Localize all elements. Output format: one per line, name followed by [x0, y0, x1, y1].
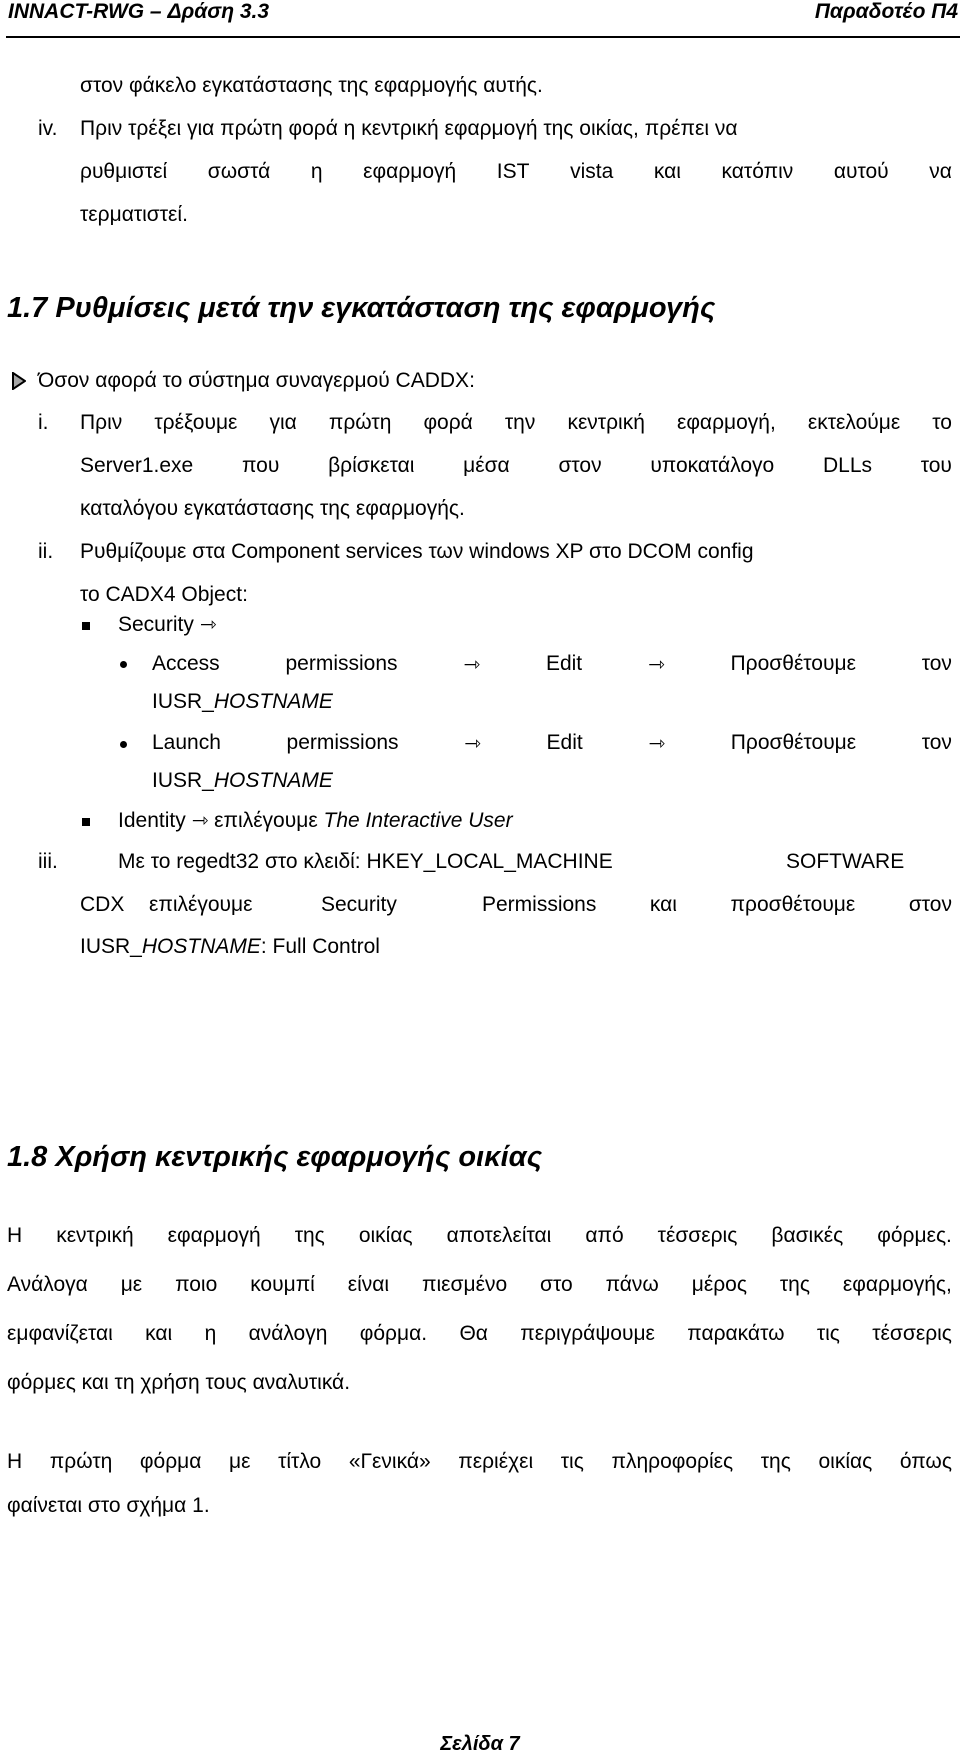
- access-iusr: [152, 690, 333, 714]
- word: ανάλογη: [248, 1322, 328, 1345]
- word: και: [649, 893, 677, 916]
- arrow-right-icon: ⇾: [463, 652, 481, 676]
- word: της: [294, 1224, 325, 1247]
- word: τίτλο: [278, 1450, 322, 1473]
- word: πληροφορίες: [611, 1450, 734, 1473]
- word: το: [932, 411, 952, 434]
- word: αυτού: [833, 160, 889, 183]
- word: προσθέτουμε: [730, 893, 856, 916]
- item-iv-marker: iv.: [38, 117, 58, 140]
- word: πρώτη: [49, 1450, 113, 1473]
- word: η: [310, 160, 323, 183]
- item-iii-line3: [80, 935, 380, 959]
- section-heading-1-7: 1.7 Ρυθμίσεις μετά την εγκατάσταση της εφαρμογής: [7, 292, 716, 324]
- launch-iusr: [152, 769, 333, 793]
- word: και: [653, 160, 681, 183]
- word: τις: [560, 1450, 584, 1473]
- square-bullet-icon: [82, 818, 90, 826]
- word: να: [929, 160, 952, 183]
- word: από: [585, 1224, 624, 1247]
- word: της: [760, 1450, 791, 1473]
- para1-line4: φόρμες και τη χρήση τους αναλυτικά.: [7, 1371, 351, 1394]
- iusr-prefix: IUSR_: [152, 690, 214, 713]
- full-control: : Full Control: [260, 935, 380, 958]
- word: τέσσερις: [657, 1224, 738, 1247]
- intro-line: στον φάκελο εγκατάστασης της εφαρμογής αυτής.: [80, 74, 543, 97]
- item-i-line1: [80, 411, 952, 435]
- word: permissions: [285, 652, 398, 675]
- word: Η: [7, 1224, 23, 1247]
- word: πάνω: [605, 1273, 659, 1296]
- iusr-prefix: IUSR_: [80, 935, 142, 958]
- word: Edit: [545, 652, 583, 675]
- word: μέρος: [691, 1273, 747, 1296]
- word: φόρμα.: [359, 1322, 428, 1345]
- hostname: HOSTNAME: [213, 769, 333, 792]
- word: υποκατάλογο: [650, 454, 775, 477]
- iusr-prefix: IUSR_: [152, 769, 214, 792]
- word: βρίσκεται: [328, 454, 415, 477]
- word: Η: [7, 1450, 23, 1473]
- word: για: [269, 411, 297, 434]
- word: μέσα: [463, 454, 510, 477]
- word: Θα: [459, 1322, 488, 1345]
- word: η: [204, 1322, 217, 1345]
- header-title: INNACT-RWG – Δράση 3.3: [8, 0, 270, 23]
- word: εμφανίζεται: [7, 1322, 113, 1345]
- hostname: HOSTNAME: [141, 935, 261, 958]
- word: Launch: [152, 731, 221, 754]
- word: κεντρική: [567, 411, 645, 434]
- item-i-line3: καταλόγου εγκατάστασης της εφαρμογής.: [80, 497, 465, 520]
- word: τέσσερις: [872, 1322, 952, 1345]
- word: πρώτη: [328, 411, 392, 434]
- word: Permissions: [482, 893, 597, 916]
- item-ii-line1: Ρυθμίζουμε στα Component services των windows XP στο DCOM config: [80, 540, 754, 563]
- arrow-right-icon: ⇾: [191, 808, 209, 832]
- word: Edit: [546, 731, 583, 754]
- arrow-right-icon: ⇾: [199, 612, 217, 636]
- para1-line1: [7, 1224, 952, 1248]
- item-iv-line3: τερματιστεί.: [80, 203, 188, 226]
- bullet-caddx: Όσον αφορά το σύστημα συναγερμού CADDX:: [38, 369, 475, 392]
- word: Προσθέτουμε: [730, 652, 856, 675]
- para1-line2: [7, 1273, 952, 1297]
- word: DLLs: [822, 454, 872, 477]
- word: κατόπιν: [721, 160, 794, 183]
- word: ρυθμιστεί: [80, 160, 168, 183]
- word: φόρμες.: [877, 1224, 952, 1247]
- para1-line3: [7, 1322, 952, 1346]
- identity-line: [118, 808, 513, 833]
- word: εφαρμογής,: [842, 1273, 952, 1296]
- word: με: [120, 1273, 143, 1296]
- para2-line2: φαίνεται στο σχήμα 1.: [7, 1494, 210, 1517]
- word: Προσθέτουμε: [730, 731, 857, 754]
- word: τρέξουμε: [154, 411, 238, 434]
- word: κουμπί: [250, 1273, 315, 1296]
- word: της: [779, 1273, 810, 1296]
- word: βασικές: [771, 1224, 844, 1247]
- identity-label: Identity: [118, 809, 186, 832]
- word: ποιο: [175, 1273, 218, 1296]
- word: πιεσμένο: [422, 1273, 508, 1296]
- word: του: [920, 454, 952, 477]
- arrow-bullet-icon: [12, 372, 26, 396]
- word: οικίας: [358, 1224, 413, 1247]
- word: Ανάλογα: [7, 1273, 88, 1296]
- header-rule: [6, 36, 960, 38]
- word: permissions: [286, 731, 399, 754]
- word: IST: [496, 160, 530, 183]
- word: τον: [921, 652, 952, 675]
- item-ii-line2: το CADX4 Object:: [80, 583, 248, 606]
- word: επιλέγουμε: [149, 893, 253, 916]
- word: στον: [908, 893, 952, 916]
- dot-bullet-icon: [120, 661, 127, 668]
- word: στον: [558, 454, 602, 477]
- word: CDX: [80, 893, 125, 916]
- square-bullet-icon: [82, 622, 90, 630]
- item-i-marker: i.: [38, 411, 49, 434]
- word: όπως: [899, 1450, 952, 1473]
- access-line: [152, 652, 952, 676]
- hostname: HOSTNAME: [213, 690, 333, 713]
- launch-line: [152, 731, 952, 755]
- identity-text: επιλέγουμε: [214, 809, 318, 832]
- word: εκτελούμε: [807, 411, 901, 434]
- word: που: [241, 454, 280, 477]
- word: φόρμα: [139, 1450, 202, 1473]
- word: κεντρική: [56, 1224, 134, 1247]
- word: Access: [152, 652, 220, 675]
- item-iv-line1: [80, 117, 952, 141]
- word: σωστά: [207, 160, 271, 183]
- word: τις: [816, 1322, 840, 1345]
- word: αποτελείται: [446, 1224, 552, 1247]
- identity-italic: The Interactive User: [323, 809, 513, 832]
- arrow-right-icon: ⇾: [648, 731, 666, 755]
- header-deliverable: Παραδοτέο Π4: [814, 0, 958, 23]
- item-iii-marker: iii.: [38, 850, 58, 873]
- section-heading-1-8: 1.8 Χρήση κεντρικής εφαρμογής οικίας: [7, 1141, 542, 1173]
- item-iii-line1b: SOFTWARE: [786, 850, 905, 873]
- word: είναι: [347, 1273, 390, 1296]
- page-number: Σελίδα 7: [440, 1733, 520, 1755]
- word: Πριν τρέξει για πρώτη φορά η κεντρική εφαρμογή της οικίας, πρέπει να: [80, 117, 738, 140]
- item-iii-line1a: Με το regedt32 στο κλειδί: HKEY_LOCAL_MACHINE: [118, 850, 613, 873]
- word: την: [504, 411, 536, 434]
- item-ii-marker: ii.: [38, 540, 54, 563]
- security-label: Security: [118, 613, 194, 636]
- arrow-right-icon: ⇾: [464, 731, 481, 755]
- word: εφαρμογή: [363, 160, 457, 183]
- word: περιέχει: [458, 1450, 534, 1473]
- word: Security: [321, 893, 397, 916]
- arrow-right-icon: ⇾: [647, 652, 665, 676]
- item-i-line2: [80, 454, 952, 478]
- word: vista: [570, 160, 614, 183]
- word: περιγράψουμε: [520, 1322, 655, 1345]
- security-line: [118, 612, 216, 637]
- word: εφαρμογή,: [676, 411, 776, 434]
- word: Πριν: [80, 411, 123, 434]
- word: στο: [540, 1273, 573, 1296]
- word: και: [145, 1322, 173, 1345]
- word: «Γενικά»: [348, 1450, 431, 1473]
- word: παρακάτω: [687, 1322, 785, 1345]
- word: φορά: [423, 411, 473, 434]
- word: εφαρμογή: [167, 1224, 261, 1247]
- word: οικίας: [818, 1450, 873, 1473]
- word: Server1.exe: [80, 454, 194, 477]
- item-iii-line2-rest: [482, 893, 952, 917]
- word: με: [229, 1450, 251, 1473]
- dot-bullet-icon: [120, 741, 127, 748]
- word: τον: [921, 731, 952, 754]
- item-iv-line2: [80, 160, 952, 184]
- para2-line1: [7, 1450, 952, 1474]
